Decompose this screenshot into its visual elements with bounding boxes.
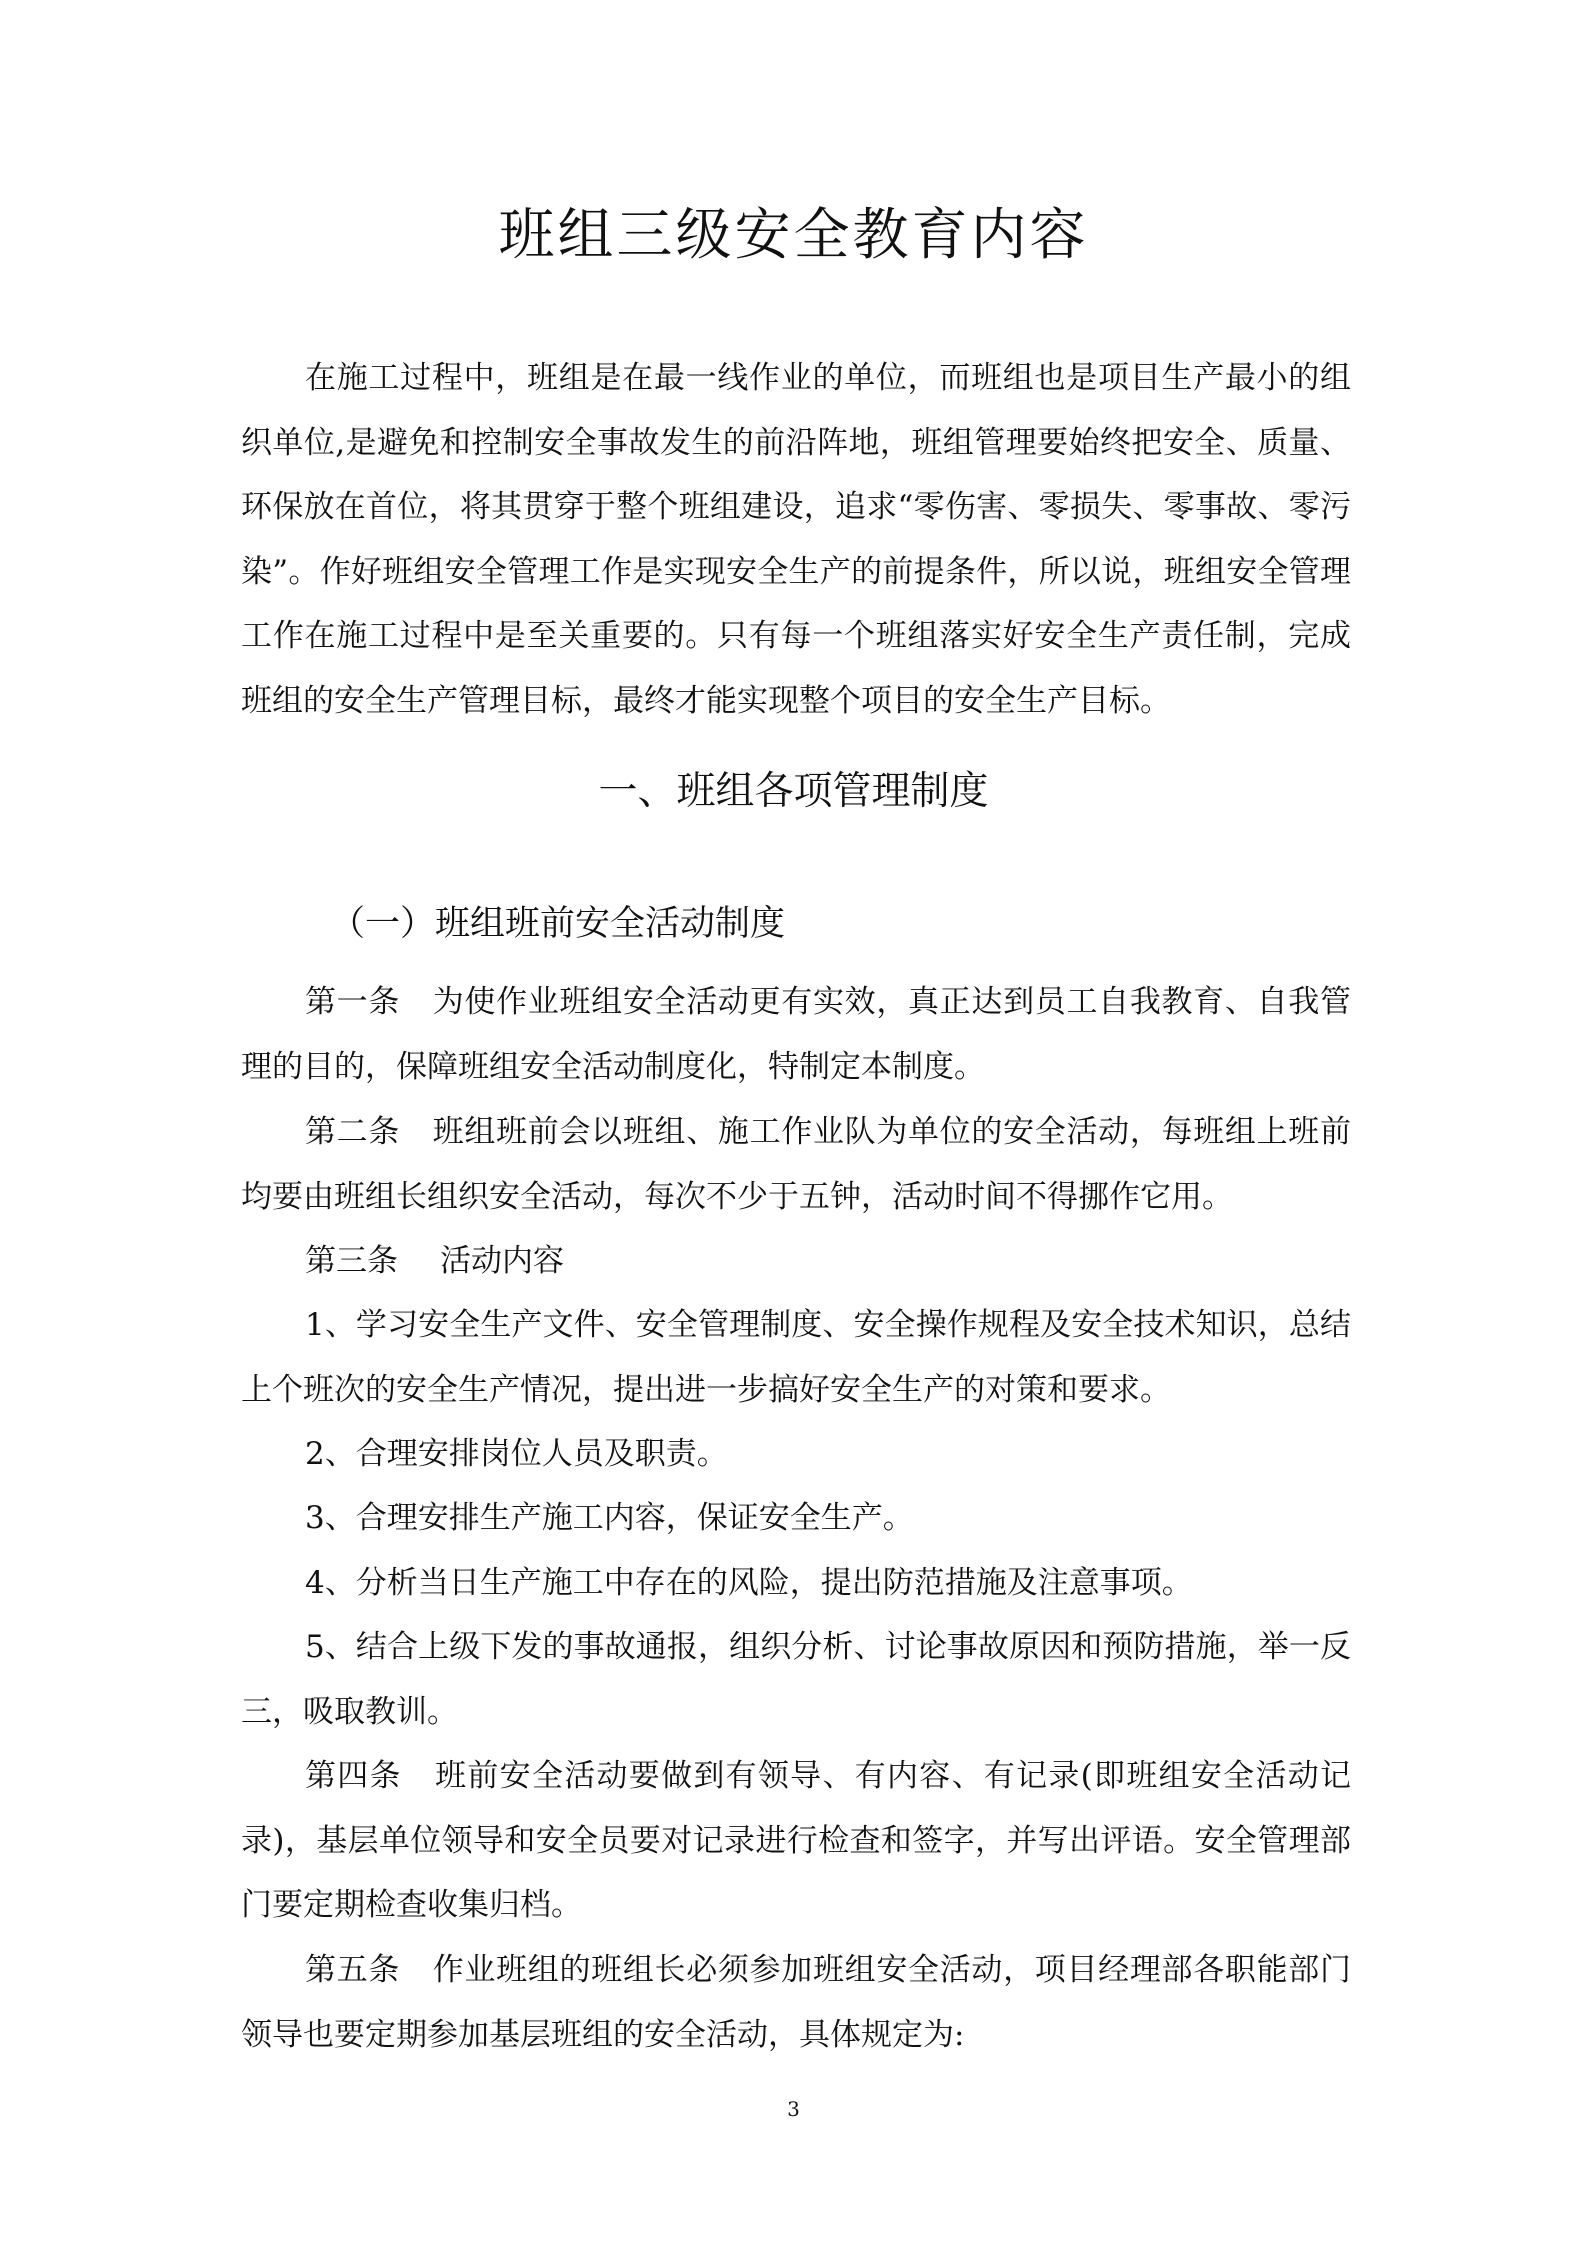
article-3-text: 活动内容 — [440, 1243, 564, 1279]
list-item: 3、合理安排生产施工内容，保证安全生产。 — [305, 1500, 914, 1536]
article-3-label: 第三条 — [305, 1243, 398, 1279]
article-1-text: 为使作业班组安全活动更有实效，真正达到员工自我教育、自我管理的目的，保障班组安全活动制度化，特制定本制度。 — [241, 984, 1351, 1085]
list-item: 2、合理安排岗位人员及职责。 — [305, 1436, 728, 1472]
article-2 — [241, 1100, 1351, 1229]
list-item: 1、学习安全生产文件、安全管理制度、安全操作规程及安全技术知识，总结上个班次的安全生产情况，提出进一步搞好安全生产的对策和要求。 — [241, 1307, 1351, 1408]
article-4 — [241, 1744, 1351, 1938]
subsection-heading: （一）班组班前安全活动制度 — [330, 904, 786, 944]
article-1 — [241, 970, 1351, 1099]
list-item: 4、分析当日生产施工中存在的风险，提出防范措施及注意事项。 — [305, 1565, 1193, 1601]
article-3 — [241, 1229, 1351, 1294]
article-2-label: 第二条 — [305, 1114, 401, 1150]
intro-paragraph: 在施工过程中，班组是在最一线作业的单位，而班组也是项目生产最小的组织单位,是避免和控制安全事故发生的前沿阵地，班组管理要始终把安全、质量、环保放在首位，将其贯穿于整个班组建设，追求“零伤害、零损失、零事故、零污染”。作好班组安全管理工作是实现安全生产的前提条件，所以说，班组安全管理工作在施工过程中是至关重要的。只有每一个班组落实好安全生产责任制，完成班组的安全生产管理目标，最终才能实现整个项目的安全生产目标。 — [241, 360, 1351, 719]
article-5-text: 作业班组的班组长必须参加班组安全活动，项目经理部各职能部门领导也要定期参加基层班组的安全活动，具体规定为: — [241, 1952, 1351, 2053]
article-5 — [241, 1938, 1351, 2067]
article-1-label: 第一条 — [305, 984, 401, 1020]
article-4-label: 第四条 — [305, 1758, 402, 1794]
section-heading: 一、班组各项管理制度 — [598, 769, 989, 814]
article-2-text: 班组班前会以班组、施工作业队为单位的安全活动，每班组上班前均要由班组长组织安全活动，每次不少于五钟，活动时间不得挪作它用。 — [241, 1114, 1351, 1215]
document-title: 班组三级安全教育内容 — [498, 203, 1089, 268]
article-5-label: 第五条 — [305, 1952, 401, 1988]
article-4-text: 班前安全活动要做到有领导、有内容、有记录(即班组安全活动记录)，基层单位领导和安全员要对记录进行检查和签字，并写出评语。安全管理部门要定期检查收集归档。 — [241, 1758, 1352, 1923]
list-item: 5、结合上级下发的事故通报，组织分析、讨论事故原因和预防措施，举一反三，吸取教训。 — [241, 1629, 1351, 1730]
page-number: 3 — [787, 2097, 800, 2121]
